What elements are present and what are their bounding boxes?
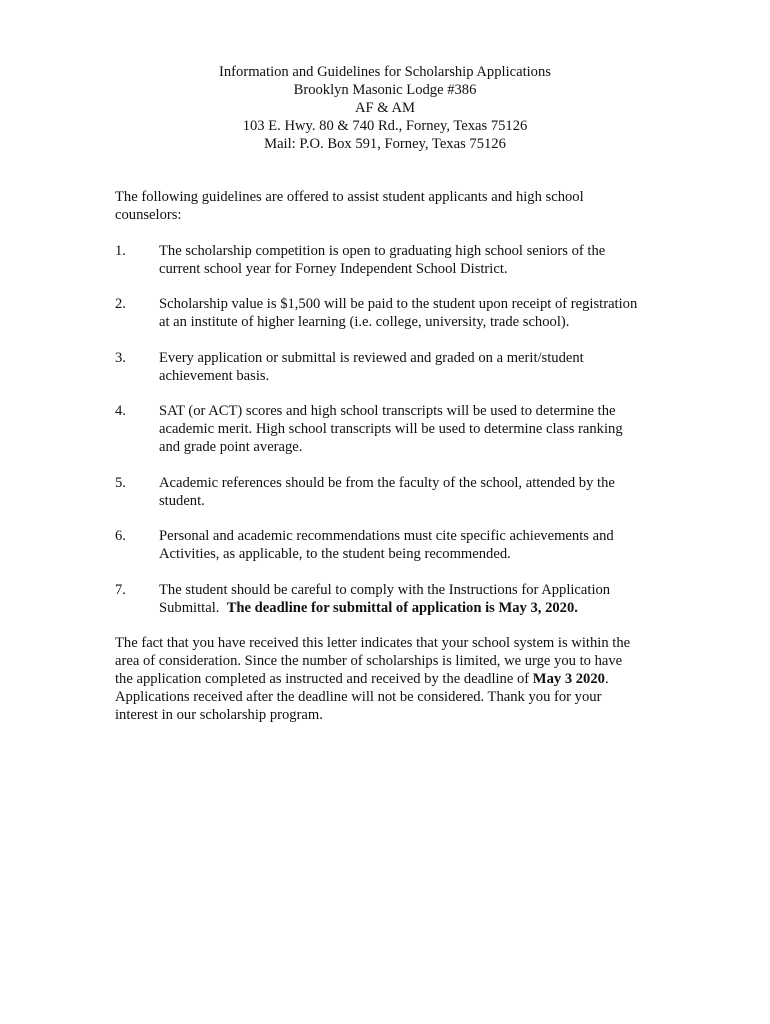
item-text: [159, 527, 719, 563]
item-line: Personal and academic recommendations must cite specific achievements and: [159, 528, 614, 544]
closing-paragraph: [115, 634, 675, 724]
lodge-name: Brooklyn Masonic Lodge #386: [293, 82, 477, 98]
item-number: 7.: [115, 582, 126, 598]
closing-line: interest in our scholarship program.: [115, 707, 323, 723]
item-line: The scholarship competition is open to graduating high school seniors of the: [159, 243, 606, 259]
item-number: 5.: [115, 475, 126, 491]
item-line: The student should be careful to comply with the Instructions for Application: [159, 582, 611, 598]
item-line: achievement basis.: [159, 368, 270, 384]
closing-line: The fact that you have received this letter indicates that your school system is within the: [115, 635, 631, 651]
item-number: 1.: [115, 243, 126, 259]
item-text: [159, 474, 719, 510]
deadline-date: May 3 2020: [532, 671, 605, 687]
item-line: at an institute of higher learning (i.e. college, university, trade school).: [159, 314, 570, 330]
item-text: [159, 295, 719, 331]
item-text: [159, 242, 719, 278]
item-number: 4.: [115, 403, 126, 419]
item-text: [159, 581, 719, 617]
item-line: and grade point average.: [159, 439, 303, 455]
item-line: student.: [159, 493, 205, 509]
item-text: [159, 402, 719, 456]
document-title: Information and Guidelines for Scholarship Applications: [219, 64, 551, 80]
item-line: Scholarship value is $1,500 will be paid to the student upon receipt of registration: [159, 296, 638, 312]
item-number: 3.: [115, 350, 126, 366]
item-line: Every application or submittal is reviewed and graded on a merit/student: [159, 350, 584, 366]
closing-line: [115, 670, 675, 688]
letter-header: [0, 63, 770, 153]
street-address: 103 E. Hwy. 80 & 740 Rd., Forney, Texas 75126: [242, 118, 528, 134]
closing-line: area of consideration. Since the number of scholarships is limited, we urge you to have: [115, 653, 623, 669]
item-line: Activities, as applicable, to the student being recommended.: [159, 546, 511, 562]
item-line: Academic references should be from the faculty of the school, attended by the: [159, 475, 615, 491]
mailing-address: Mail: P.O. Box 591, Forney, Texas 75126: [264, 136, 506, 152]
closing-line-plain: the application completed as instructed and received by the deadline of: [115, 671, 533, 687]
deadline-statement: The deadline for submittal of application is May 3, 2020.: [226, 600, 578, 616]
item-line: academic merit. High school transcripts will be used to determine class ranking: [159, 421, 623, 437]
intro-line: The following guidelines are offered to assist student applicants and high school: [115, 189, 584, 205]
item-line: SAT (or ACT) scores and high school transcripts will be used to determine the: [159, 403, 616, 419]
item-line: [159, 599, 719, 617]
intro-line: counselors:: [115, 207, 182, 223]
item-line-plain: Submittal.: [159, 600, 227, 616]
item-text: [159, 349, 719, 385]
intro-paragraph: [115, 188, 675, 224]
item-number: 2.: [115, 296, 126, 312]
item-line: current school year for Forney Independent School District.: [159, 261, 508, 277]
item-number: 6.: [115, 528, 126, 544]
closing-line: Applications received after the deadline will not be considered. Thank you for your: [115, 689, 602, 705]
closing-line-end: .: [604, 671, 609, 687]
lodge-affiliation: AF & AM: [354, 100, 415, 116]
